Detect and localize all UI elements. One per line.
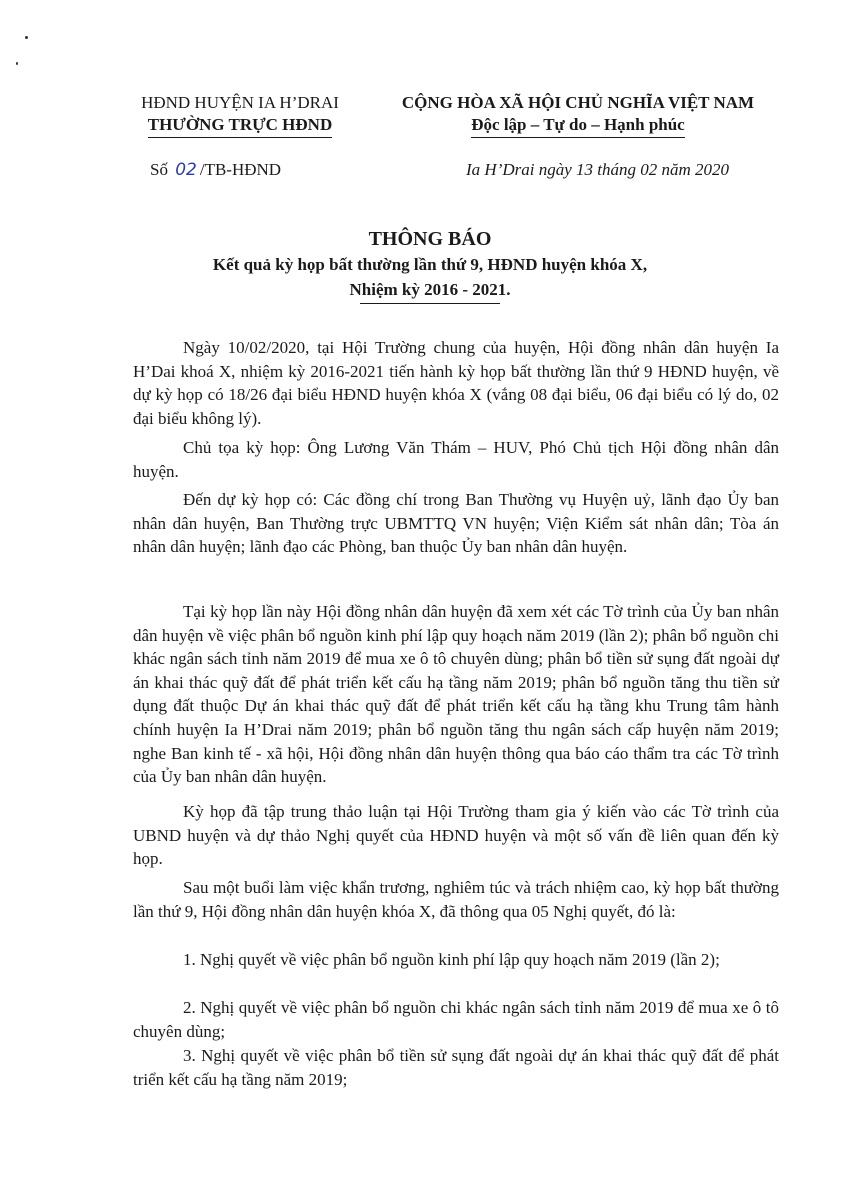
paragraph-2: Chủ tọa kỳ họp: Ông Lương Văn Thám – HUV, Phó Chủ tịch Hội đồng nhân dân huyện. bbox=[133, 438, 779, 481]
doc-number-suffix: /TB-HĐND bbox=[199, 160, 282, 179]
org-line-2: THƯỜNG TRỰC HĐND bbox=[148, 114, 333, 138]
national-heading bbox=[368, 92, 788, 138]
org-line-2-wrap bbox=[118, 114, 362, 138]
doc-number-handwritten: 02 bbox=[175, 160, 197, 180]
document-title bbox=[100, 226, 760, 304]
paragraph-6: Sau một buổi làm việc khẩn trương, nghiêm túc và trách nhiệm cao, kỳ họp bất thường lần thứ 9, Hội đồng nhân dân huyện khóa X, đã thông qua 05 Nghị quyết, đó là: bbox=[133, 878, 779, 921]
title-underline bbox=[360, 303, 500, 304]
resolution-item-3: 3. Nghị quyết về việc phân bổ tiền sử sụng đất ngoài dự án khai thác quỹ đất để phát triển kết cấu hạ tầng năm 2019; bbox=[133, 1046, 779, 1089]
paragraph-3: Đến dự kỳ họp có: Các đồng chí trong Ban Thường vụ Huyện uỷ, lãnh đạo Ủy ban nhân dân huyện, Ban Thường trực UBMTTQ VN huyện; Viện Kiểm sát nhân dân; Tòa án nhân dân huyện; lãnh đạo các Phòng, ban thuộc Ủy ban nhân dân huyện. bbox=[133, 490, 779, 557]
scan-speck bbox=[16, 62, 18, 65]
paragraph-5: Kỳ họp đã tập trung thảo luận tại Hội Trường tham gia ý kiến vào các Tờ trình của UBND huyện và dự thảo Nghị quyết của HĐND huyện và một số vấn đề liên quan đến kỳ họp. bbox=[133, 802, 779, 869]
doc-number-prefix: Số bbox=[150, 160, 168, 179]
title-main: THÔNG BÁO bbox=[368, 228, 492, 250]
org-line-1: HĐND HUYỆN IA H’DRAI bbox=[141, 93, 339, 112]
date-line: Ia H’Drai ngày 13 tháng 02 năm 2020 bbox=[466, 160, 730, 179]
title-line-2: Kết quả kỳ họp bất thường lần thứ 9, HĐND huyện khóa X, bbox=[212, 255, 648, 274]
scan-speck bbox=[25, 36, 28, 39]
issuing-organization bbox=[118, 92, 362, 138]
document-number bbox=[150, 160, 281, 180]
nation-line-2-wrap bbox=[368, 114, 788, 138]
title-line-3: Nhiệm kỳ 2016 - 2021. bbox=[349, 280, 511, 299]
resolution-item-2: 2. Nghị quyết về việc phân bổ nguồn chi khác ngân sách tỉnh năm 2019 để mua xe ô tô chuyên dùng; bbox=[133, 998, 779, 1041]
nation-line-2: Độc lập – Tự do – Hạnh phúc bbox=[471, 114, 684, 138]
paragraph-4: Tại kỳ họp lần này Hội đồng nhân dân huyện đã xem xét các Tờ trình của Ủy ban nhân dân huyện về việc phân bổ nguồn kinh phí lập quy hoạch năm 2019 (lần 2); phân bổ nguồn chi khác ngân sách tỉnh năm 2019 để mua xe ô tô chuyên dùng; phân bổ tiền sử sụng đất ngoài dự án khai thác quỹ đất để phát triển kết cấu hạ tầng năm 2019; phân bổ nguồn tăng thu tiền sử dụng đất thuộc Dự án khai thác quỹ đất để phát triển kết cấu hạ tầng khu Trung tâm hành chính huyện Ia H’Drai năm 2019; phân bổ nguồn tăng thu ngân sách cấp huyện năm 2019; nghe Ban kinh tế - xã hội, Hội đồng nhân dân huyện thông qua báo cáo thẩm tra các Tờ trình của Ủy ban nhân dân huyện. bbox=[133, 602, 779, 787]
resolution-item-1: 1. Nghị quyết về việc phân bổ nguồn kinh phí lập quy hoạch năm 2019 (lần 2); bbox=[183, 950, 720, 969]
paragraph-1: Ngày 10/02/2020, tại Hội Trường chung của huyện, Hội đồng nhân dân huyện Ia H’Dai khoá X, nhiệm kỳ 2016-2021 tiến hành kỳ họp bất thường lần thứ 9 HĐND huyện, về dự kỳ họp có 18/26 đại biểu HĐND huyện khóa X (vắng 08 đại biểu, 06 đại biểu có lý do, 02 đại biểu không lý). bbox=[133, 338, 779, 428]
nation-line-1: CỘNG HÒA XÃ HỘI CHỦ NGHĨA VIỆT NAM bbox=[401, 93, 755, 112]
